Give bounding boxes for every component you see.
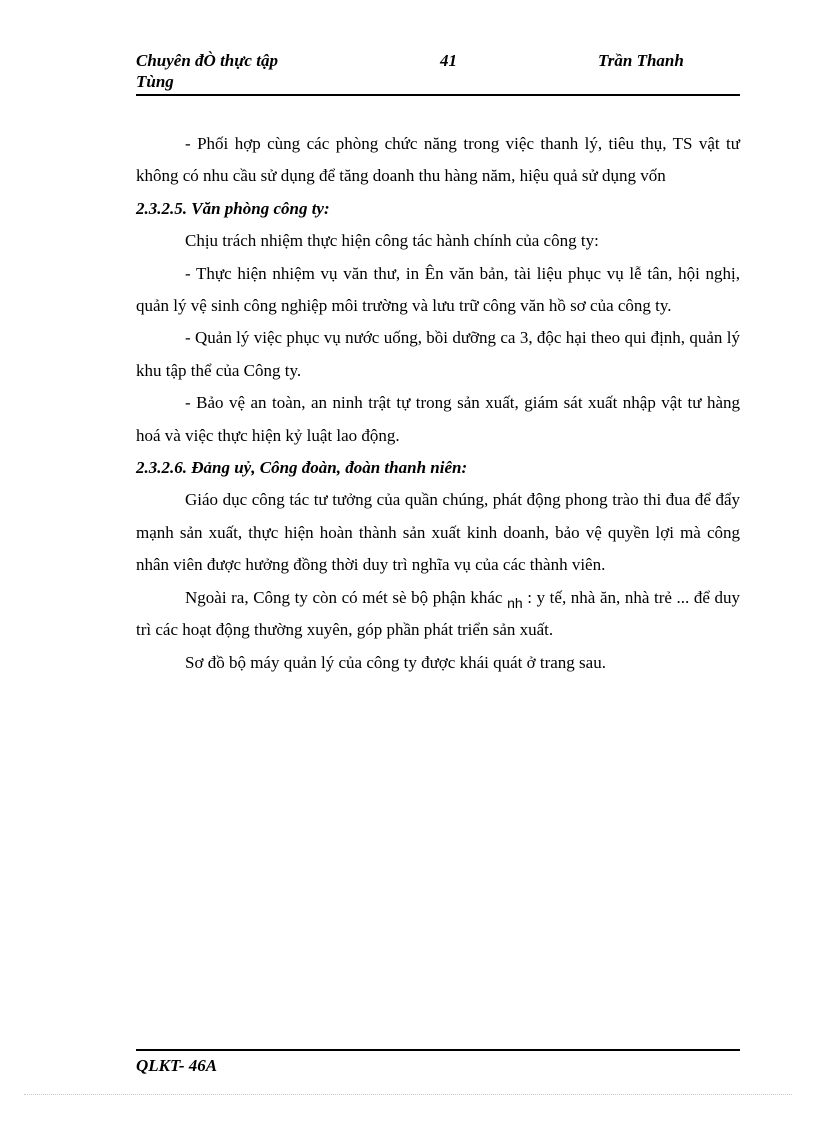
paragraph-office-responsibility: Chịu trách nhiệm thực hiện công tác hành chính của công ty: [185, 231, 599, 251]
other-departments-fragment: nh [507, 594, 523, 611]
section-heading-party-union: 2.3.2.6. Đảng uỷ, Công đoàn, đoàn thanh niên: [136, 458, 468, 478]
paragraph-ideological-education: Giáo dục công tác tư tưởng của quần chúng, phát động phong trào thi đua để đẩy mạnh sản xuất, thực hiện hoàn thành sản xuất kinh doanh, bảo vệ quyền lợi mà công nhân viên được hưởng đồng thời duy trì nghĩa vụ của các thành viên. [136, 490, 740, 575]
header-author-name: Trần Thanh [598, 51, 684, 70]
header-author-name-continued: Tùng [136, 72, 174, 91]
paragraph-other-departments [136, 582, 740, 647]
other-departments-text-start: Ngoài ra, Công ty còn có mét sè bộ phận khác [185, 587, 503, 607]
paragraph-clerical-duties: - Thực hiện nhiệm vụ văn thư, in Ên văn bản, tài liệu phục vụ lễ tân, hội nghị, quản lý vệ sinh công nghiệp môi trường và lưu trữ công văn hồ sơ của công ty. [136, 263, 740, 316]
header-report-title: Chuyên đÒ thực tập [136, 51, 278, 70]
paragraph-org-chart-note: Sơ đồ bộ máy quản lý của công ty được khái quát ở trang sau. [185, 652, 606, 672]
paragraph-asset-liquidation: - Phối hợp cùng các phòng chức năng trong việc thanh lý, tiêu thụ, TS vật tư không có nhu cầu sử dụng để tăng doanh thu hàng năm, hiệu quả sử dụng vốn [136, 134, 740, 186]
paragraph-security-duties: - Bảo vệ an toàn, an ninh trật tự trong sản xuất, giám sát xuất nhập vật tư hàng hoá và việc thực hiện kỷ luật lao động. [136, 393, 740, 445]
page-bottom-dotted-edge [24, 1094, 792, 1095]
page-footer: QLKT- 46A [136, 1056, 218, 1075]
other-departments-text-end: : y tế, nhà ăn, nhà trẻ ... để duy trì các hoạt động thường xuyên, góp phần phát triển sản xuất. [136, 587, 741, 640]
footer-divider [136, 1049, 740, 1051]
page-body [136, 128, 740, 679]
header-page-number: 41 [440, 51, 457, 70]
header-divider [136, 94, 740, 96]
section-heading-company-office: 2.3.2.5. Văn phòng công ty: [136, 198, 330, 218]
paragraph-service-duties: - Quản lý việc phục vụ nước uống, bồi dưỡng ca 3, độc hại theo qui định, quản lý khu tập thể của Công ty. [136, 328, 740, 380]
